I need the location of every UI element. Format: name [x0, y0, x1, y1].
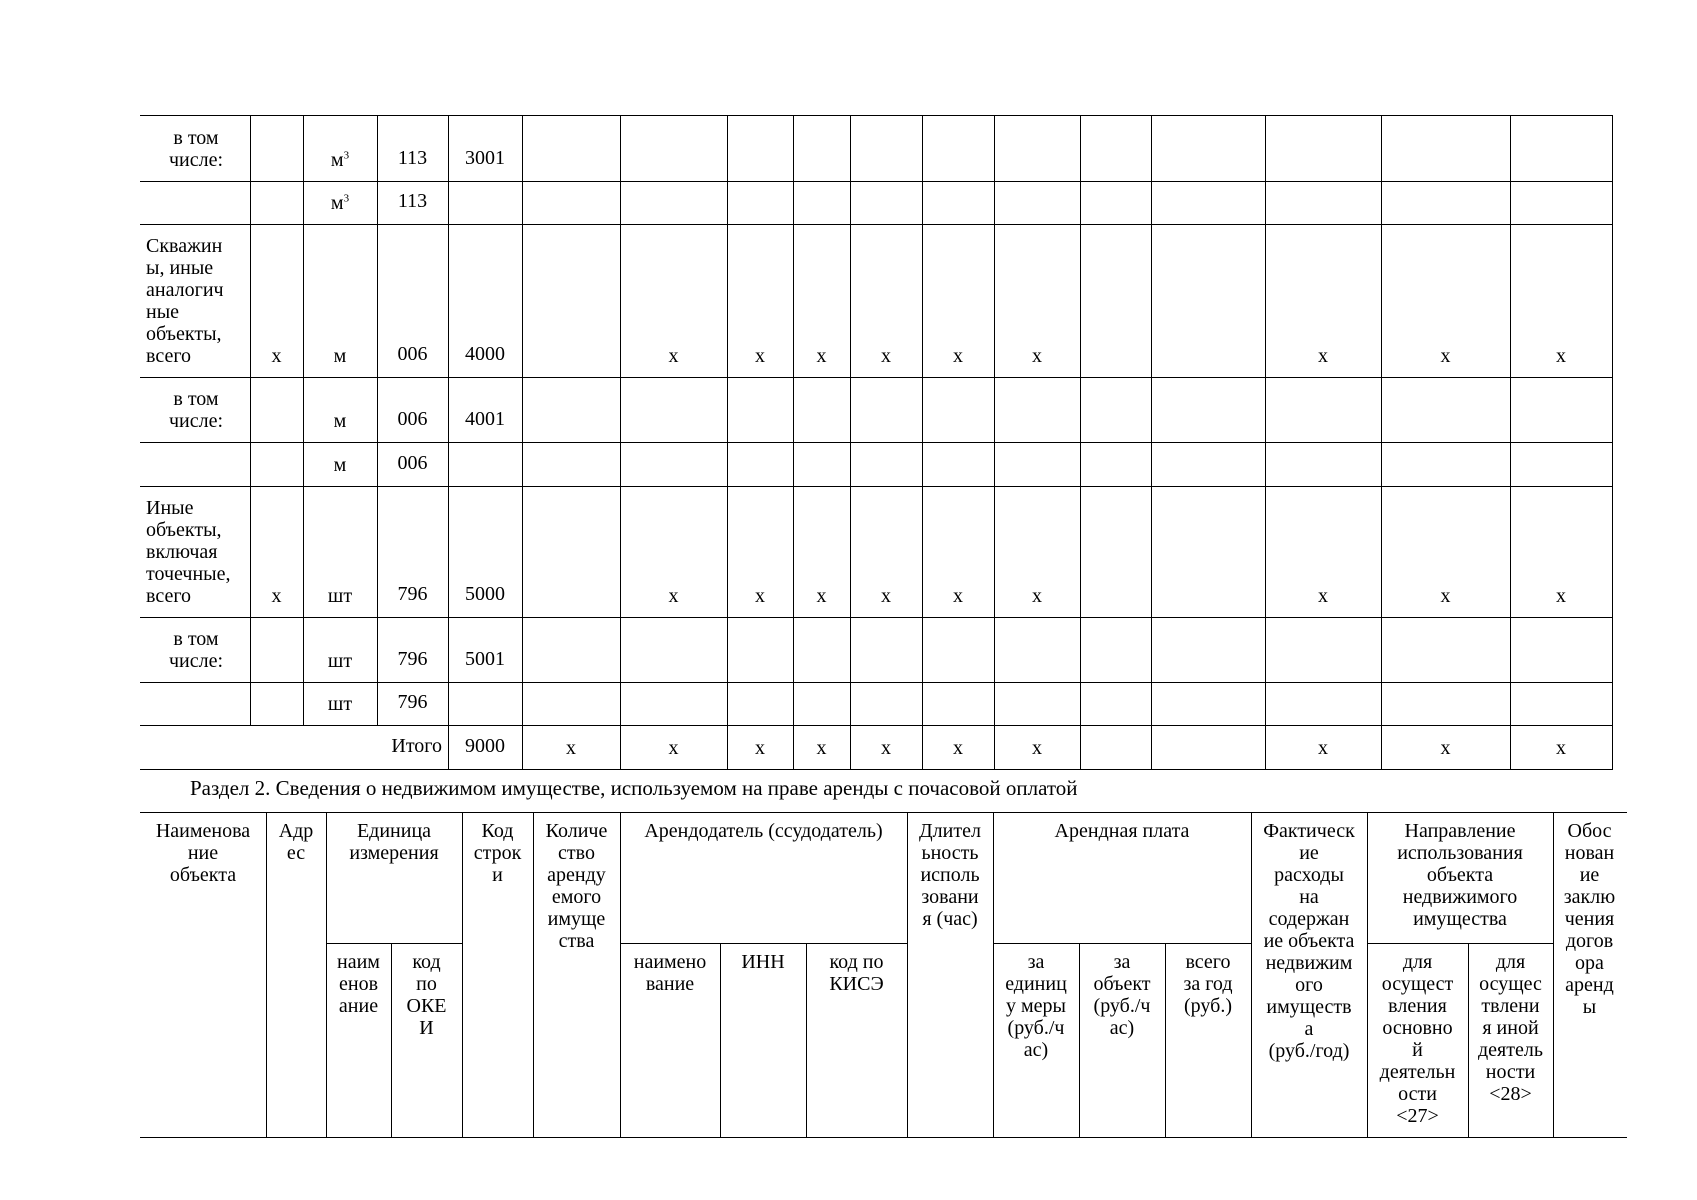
t1-cell: [850, 682, 923, 726]
t1-cell: [1265, 682, 1382, 726]
t1-cell: [1151, 181, 1266, 225]
t1-cell: [250, 682, 304, 726]
t1-unit-text: м: [333, 345, 347, 367]
header-lessor-name: наимено вание: [633, 951, 707, 995]
header-duration: Длител ьность исполь зовани я (час): [919, 820, 981, 930]
t1-cell: [1265, 181, 1382, 225]
t1-row-mark: x: [1032, 345, 1042, 367]
t1-cell: [1080, 181, 1152, 225]
t1-row-okei: 113: [397, 190, 428, 212]
t1-cell: [850, 617, 923, 683]
header-unit: Единица измерения: [349, 820, 439, 864]
t1-row-mark: x: [668, 585, 679, 607]
t1-row-mark: x: [1556, 585, 1566, 607]
t1-row-code: 5001: [465, 648, 505, 670]
t1-unit-text: м: [333, 410, 347, 432]
t1-cell: [448, 442, 523, 487]
t1-cell: [994, 617, 1081, 683]
t1-total-code: 9000: [465, 735, 505, 757]
t1-row-okei: 113: [397, 147, 428, 169]
t1-total-label: Итого: [391, 735, 442, 757]
header-quantity: Количе ство аренду емого имуще ства: [545, 820, 608, 952]
t1-row-mark: x: [1318, 585, 1328, 607]
t1-cell: [1080, 115, 1152, 182]
header-lessor-kise: код по КИСЭ: [829, 951, 884, 995]
t1-cell: [1080, 224, 1152, 378]
t1-cell: [140, 442, 251, 487]
t1-unit-text: м: [333, 454, 347, 476]
t1-cell: [1151, 682, 1266, 726]
t1-cell: [1265, 115, 1382, 182]
t1-cell: [620, 181, 728, 225]
t1-row-okei: 006: [397, 343, 428, 365]
t1-cell: [994, 181, 1081, 225]
t1-cell: [1151, 442, 1266, 487]
t1-total-mark: x: [953, 737, 963, 759]
t1-row-unit: [303, 454, 377, 476]
t1-cell: [1151, 377, 1266, 443]
t1-unit-text: м: [330, 192, 344, 214]
t1-row-mark: x: [755, 585, 765, 607]
t1-cell: [620, 377, 728, 443]
t1-row-unit: [303, 345, 377, 367]
t1-cell: [922, 682, 995, 726]
t1-row-okei: 796: [397, 583, 428, 605]
t1-cell: [1151, 224, 1266, 378]
t1-cell: [522, 682, 621, 726]
t1-row-okei: 006: [397, 408, 428, 430]
header-direction-other: для осущес твлени я иной деятель ности <28>: [1478, 951, 1543, 1105]
t1-cell: [250, 181, 304, 225]
t1-row-mark: x: [881, 585, 891, 607]
t1-cell: [1381, 442, 1511, 487]
t1-cell: [1265, 442, 1382, 487]
t1-row-mark: x: [1440, 585, 1451, 607]
t1-row-mark: x: [881, 345, 891, 367]
t1-row-code: 4000: [465, 343, 505, 365]
t1-cell: [620, 442, 728, 487]
t1-cell: [727, 115, 794, 182]
t1-cell: [850, 377, 923, 443]
t1-total-mark: x: [881, 737, 891, 759]
t1-row-name: Иные объекты, включая точечные, всего: [146, 497, 231, 607]
t1-cell: [522, 377, 621, 443]
t1-cell: [1080, 682, 1152, 726]
t1-unit-superscript: 3: [343, 149, 350, 162]
t1-cell: [1510, 682, 1613, 726]
t1-row-okei: 796: [397, 691, 428, 713]
t1-cell: [727, 682, 794, 726]
t1-cell: [1080, 725, 1152, 770]
t1-row-mark: x: [953, 345, 963, 367]
t1-cell: [922, 115, 995, 182]
t1-cell: [522, 442, 621, 487]
header-unit-okei: код по ОКЕ И: [406, 951, 447, 1039]
t1-row-address: x: [271, 345, 282, 367]
t1-row-okei: 006: [397, 452, 428, 474]
t1-row-mark: x: [1556, 345, 1566, 367]
t1-cell: [793, 181, 851, 225]
t1-cell: [1151, 617, 1266, 683]
header-unit-name: наим енов ание: [337, 951, 380, 1017]
t1-cell: [522, 115, 621, 182]
t1-cell: [994, 442, 1081, 487]
t1-row-mark: x: [1440, 345, 1451, 367]
t1-cell: [140, 682, 251, 726]
t1-row-mark: x: [1032, 585, 1042, 607]
t1-cell: [727, 617, 794, 683]
t1-unit-text: шт: [327, 585, 353, 607]
t1-cell: [1265, 617, 1382, 683]
t1-cell: [1510, 115, 1613, 182]
header-rent-year: всего за год (руб.): [1183, 951, 1233, 1017]
t1-row-unit: [303, 693, 377, 715]
t1-cell: [522, 617, 621, 683]
t1-row-mark: x: [755, 345, 765, 367]
t1-cell: [522, 224, 621, 378]
t1-cell: [727, 442, 794, 487]
t1-cell: [793, 377, 851, 443]
header-lessor-inn: ИНН: [741, 951, 785, 973]
t1-cell: [620, 115, 728, 182]
t1-row-code: 5000: [465, 583, 505, 605]
t1-total-mark: x: [566, 737, 576, 759]
t1-row-okei: 796: [397, 648, 428, 670]
t1-row-name: в том числе:: [168, 388, 224, 432]
t1-cell: [922, 377, 995, 443]
t1-cell: [1381, 181, 1511, 225]
t1-cell: [922, 442, 995, 487]
header-lessor: Арендодатель (ссудодатель): [644, 820, 883, 842]
t1-cell: [1080, 617, 1152, 683]
t1-cell: [922, 181, 995, 225]
t1-cell: [1381, 682, 1511, 726]
t1-cell: [727, 181, 794, 225]
t1-total-mark: x: [755, 737, 765, 759]
t1-total-mark: x: [1440, 737, 1451, 759]
t1-cell: [250, 442, 304, 487]
t1-total-mark: x: [816, 737, 827, 759]
header-line-code: Код строк и: [473, 820, 522, 886]
t1-row-address: x: [271, 585, 282, 607]
t1-cell: [1381, 115, 1511, 182]
t1-cell: [1510, 617, 1613, 683]
t1-cell: [620, 617, 728, 683]
t1-cell: [793, 617, 851, 683]
t1-total-mark: x: [1556, 737, 1566, 759]
t1-cell: [850, 442, 923, 487]
header-rent-object: за объект (руб./ч ас): [1093, 951, 1151, 1039]
t1-cell: [250, 377, 304, 443]
t1-cell: [1151, 486, 1266, 618]
t1-cell: [522, 181, 621, 225]
t1-cell: [1510, 377, 1613, 443]
t1-cell: [1080, 442, 1152, 487]
t1-unit-text: шт: [327, 693, 353, 715]
t1-row-name: в том числе:: [168, 127, 224, 171]
t1-cell: [1080, 486, 1152, 618]
t1-total-mark: x: [668, 737, 679, 759]
t1-cell: [850, 115, 923, 182]
t1-unit-text: шт: [327, 650, 353, 672]
t1-cell: [250, 617, 304, 683]
header-actual-costs: Фактическ ие расходы на содержан ие объекта недвижим ого имуществ а (руб./год): [1263, 820, 1355, 1062]
t1-unit-superscript: 3: [343, 192, 350, 205]
t1-cell: [793, 115, 851, 182]
t1-unit-text: м: [330, 149, 344, 171]
t1-row-name: в том числе:: [168, 628, 224, 672]
t1-cell: [1151, 115, 1266, 182]
header-basis: Обос нован ие заклю чения догов ора аренд ы: [1563, 820, 1616, 1018]
t1-cell: [793, 682, 851, 726]
header-direction: Направление использования объекта недвижимого имущества: [1397, 820, 1523, 930]
t1-cell: [922, 617, 995, 683]
t1-cell: [793, 442, 851, 487]
t1-cell: [1080, 377, 1152, 443]
t1-row-mark: x: [953, 585, 963, 607]
t1-row-unit: [303, 585, 377, 607]
t1-cell: [1381, 377, 1511, 443]
t1-cell: [994, 682, 1081, 726]
t1-cell: [1510, 442, 1613, 487]
t1-row-mark: x: [816, 585, 827, 607]
t1-row-name: Скважин ы, иные аналогич ные объекты, всего: [146, 235, 224, 367]
t1-cell: [522, 486, 621, 618]
header-rent: Арендная плата: [1054, 820, 1190, 842]
t1-row-unit: [303, 650, 377, 672]
t1-cell: [727, 377, 794, 443]
t1-row-mark: x: [668, 345, 679, 367]
t1-row-unit: [303, 149, 377, 171]
t1-cell: [1151, 725, 1266, 770]
t1-total-mark: x: [1032, 737, 1042, 759]
t1-cell: [140, 181, 251, 225]
t1-cell: [1265, 377, 1382, 443]
t1-cell: [250, 115, 304, 182]
t1-cell: [448, 682, 523, 726]
t1-row-mark: x: [816, 345, 827, 367]
t1-row-mark: x: [1318, 345, 1328, 367]
t1-row-code: 4001: [465, 408, 505, 430]
t1-total-mark: x: [1318, 737, 1328, 759]
t1-cell: [1381, 617, 1511, 683]
t1-cell: [620, 682, 728, 726]
header-direction-main: для осущест вления основно й деятельн ости <27>: [1379, 951, 1456, 1127]
t1-row-code: 3001: [465, 147, 505, 169]
t1-row-unit: [303, 410, 377, 432]
t1-cell: [448, 181, 523, 225]
t1-cell: [994, 377, 1081, 443]
t1-cell: [1510, 181, 1613, 225]
header-address: Адр ес: [278, 820, 314, 864]
header-name: Наименова ние объекта: [155, 820, 251, 886]
t1-row-unit: [303, 192, 377, 214]
header-rent-unit: за единиц у меры (руб./ч ас): [1005, 951, 1067, 1061]
section2-title: Раздел 2. Сведения о недвижимом имуществе, используемом на праве аренды с почасовой оплатой: [190, 776, 1078, 800]
t1-cell: [994, 115, 1081, 182]
t1-cell: [850, 181, 923, 225]
